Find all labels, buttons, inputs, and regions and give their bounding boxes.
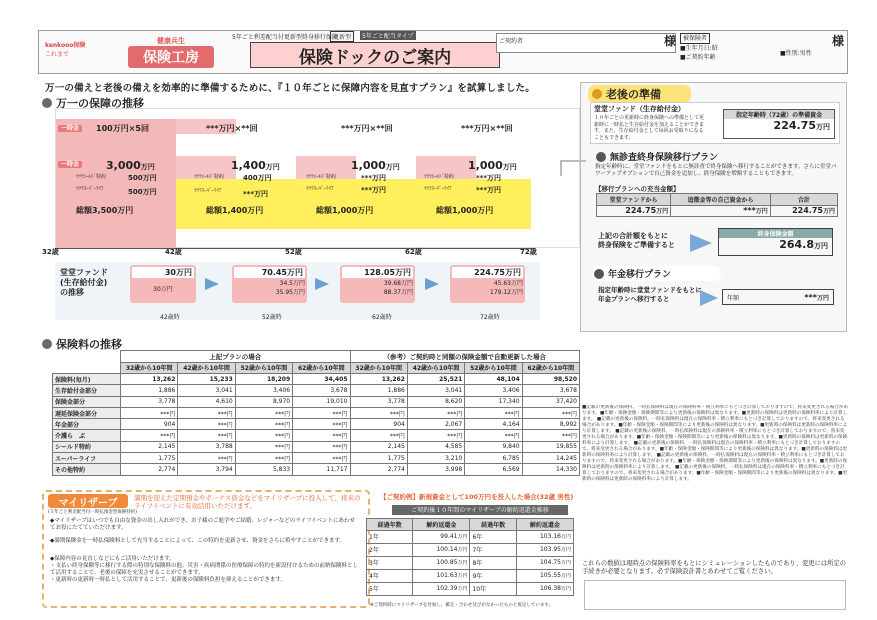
premium-cell: 3,794 bbox=[178, 464, 235, 475]
rider-label: ﾏﾂﾗｽｰﾊﾟｰﾗｲﾌ bbox=[76, 186, 104, 192]
premium-row-label: その他特約 bbox=[53, 464, 121, 475]
example-value: 103.16万円 bbox=[516, 530, 573, 543]
no-exam-desc: 指定年齢時に、堂堂ファンドをもとに無診査で終身保険へ移行することができます。さらに堂堂パワーアップオプションで自己資金を追加し、終身保険を増額することもできます。 bbox=[595, 164, 837, 177]
whole-caption: 上記の合計額をもとに 終身保険をご準備すると bbox=[598, 232, 675, 249]
premium-row-label: スーパーライフ bbox=[53, 453, 121, 464]
rider-value: 500万円 bbox=[128, 188, 157, 196]
example-year: 3年 bbox=[367, 556, 413, 569]
rider-label: ﾏﾂﾗｽｰﾊﾟｰﾗｲﾌ bbox=[306, 186, 334, 192]
cov-1: 3,000万円 bbox=[106, 159, 155, 172]
arrow-right-icon bbox=[315, 278, 329, 290]
rider-value: 500万円 bbox=[128, 174, 157, 182]
premium-cell: 14,245 bbox=[522, 453, 579, 464]
premium-cell: 904 bbox=[121, 419, 178, 430]
amount-a4: ***万円×**回 bbox=[461, 124, 513, 133]
premium-cell: 1,775 bbox=[121, 453, 178, 464]
premium-cell: ***円 bbox=[465, 430, 522, 441]
premium-row bbox=[53, 407, 580, 418]
premium-cell: 3,778 bbox=[350, 396, 407, 407]
premium-cell: ***円 bbox=[178, 453, 235, 464]
premium-row-label: シールド特約 bbox=[53, 441, 121, 452]
age-label: 42歳 bbox=[165, 248, 182, 256]
premium-cell: 13,262 bbox=[121, 374, 178, 385]
premium-cell: 19,855 bbox=[522, 441, 579, 452]
premium-cell: ***円 bbox=[465, 407, 522, 418]
premium-cell: 5,833 bbox=[235, 464, 292, 475]
premium-cell: 2,774 bbox=[121, 464, 178, 475]
premium-cell: 9,840 bbox=[465, 441, 522, 452]
age-label: 62歳 bbox=[405, 248, 422, 256]
premium-cell: ***円 bbox=[293, 430, 350, 441]
premium-cell: ***円 bbox=[235, 441, 292, 452]
premium-row bbox=[53, 453, 580, 464]
sama-1: 様 bbox=[664, 34, 677, 48]
whole-box: 終身保険金額 264.8万円 bbox=[718, 228, 833, 256]
premium-row-label: 保険金部分 bbox=[53, 396, 121, 407]
premium-cell: 2,145 bbox=[121, 441, 178, 452]
premium-cell: ***円 bbox=[407, 407, 464, 418]
premium-cell: 3,406 bbox=[235, 385, 292, 396]
total-2: 総額1,400万円 bbox=[206, 206, 264, 215]
rider-label: ﾏﾂﾗｽｰﾊﾟｰﾗｲﾌ bbox=[194, 188, 222, 194]
example-year: 8年 bbox=[470, 556, 516, 569]
rider-label: ﾏﾂﾗｽｰﾊﾟｰﾗｲﾌ bbox=[424, 186, 452, 192]
rider-label: ﾏﾂﾗｼｰﾙﾄﾞ特約 bbox=[424, 174, 455, 180]
premium-cell: ***円 bbox=[121, 407, 178, 418]
premium-row-label: 保険料(毎月) bbox=[53, 374, 121, 385]
amount-a3: ***万円×**回 bbox=[341, 124, 393, 133]
premium-row-label: 生存給付金部分 bbox=[53, 385, 121, 396]
premium-cell: 3,406 bbox=[465, 385, 522, 396]
premium-cell: 6,785 bbox=[465, 453, 522, 464]
section-left-title: 万一の保障の推移 bbox=[42, 95, 144, 111]
example-value: 106.38万円 bbox=[516, 582, 573, 595]
age-label: 32歳 bbox=[42, 248, 59, 256]
rider-label: ﾏﾂﾗｼｰﾙﾄﾞ特約 bbox=[76, 174, 107, 180]
example-row bbox=[367, 569, 574, 582]
rider-value: ***万円 bbox=[361, 186, 386, 194]
rider-label: ﾏﾂﾗｼｰﾙﾄﾞ特約 bbox=[306, 174, 337, 180]
premium-cell: 14,330 bbox=[522, 464, 579, 475]
memo-box bbox=[584, 580, 846, 610]
premium-row-label: 年金部分 bbox=[53, 419, 121, 430]
fund-age: 52歳時 bbox=[262, 314, 282, 321]
premium-cell: 37,420 bbox=[522, 396, 579, 407]
example-row bbox=[367, 582, 574, 595]
premium-cell: 3,678 bbox=[293, 385, 350, 396]
premium-cell: ***円 bbox=[350, 407, 407, 418]
premium-cell: ***円 bbox=[522, 430, 579, 441]
example-note: ※ご契約時にマイリザーブを付加し、確定・合わせ及びがなかったものと仮定しています。 bbox=[370, 603, 554, 608]
bullet-icon bbox=[42, 98, 52, 108]
example-row bbox=[367, 543, 574, 556]
premium-title: 保険料の推移 bbox=[42, 336, 122, 352]
premium-cell: 3,210 bbox=[407, 453, 464, 464]
example-year: 5年 bbox=[367, 582, 413, 595]
premium-cell: ***円 bbox=[235, 430, 292, 441]
example-value: 104.75万円 bbox=[516, 556, 573, 569]
premium-cell: 2,145 bbox=[350, 441, 407, 452]
premium-cell: ***円 bbox=[293, 453, 350, 464]
example-value: 102.39万円 bbox=[413, 582, 470, 595]
rider-value: 400万円 bbox=[243, 174, 272, 182]
premium-cell: 25,521 bbox=[407, 374, 464, 385]
example-row bbox=[367, 556, 574, 569]
bullet-icon bbox=[594, 269, 604, 279]
no-exam-sub: 【移行プランへの充当金額】 bbox=[595, 185, 680, 193]
bullet-icon bbox=[596, 152, 606, 162]
example-year: 4年 bbox=[367, 569, 413, 582]
rider-label: ﾏﾂﾗｼｰﾙﾄﾞ特約 bbox=[194, 174, 225, 180]
my-reserve-b3: ◆保障内容の見直しなどにもご活用いただけます。 ・支払い終身保険等に移行する際の特別な保険料の他、災害・疾病関係の医療保障の特約を新設付けるための前納保険料として活用することで、老後の保障を充実させることができます。 ・更新時の更新時一時払として活用することで、更新後の保険料負担を抑えることができます。 bbox=[50, 556, 359, 583]
premium-cell: ***円 bbox=[293, 407, 350, 418]
fund-box-2: 70.45万円 34.5万円 35.95万円 bbox=[232, 265, 307, 303]
premium-cell: 4,610 bbox=[178, 396, 235, 407]
premium-row bbox=[53, 464, 580, 475]
arrow-right-icon bbox=[205, 278, 219, 290]
premium-cell: 904 bbox=[350, 419, 407, 430]
example-table: 経過年数 解約返還金 経過年数 解約返還金 1年 99.41万円 6年 103.16万円 2年 100.14万円 7年 103.95万円 3年 100.85万円 8年 104.75万円 4年 101.63万円 9年 105.55万円 5年 102.39万円 10年 106.38万円 bbox=[366, 518, 574, 596]
sex-label: ■性別:男性 bbox=[780, 50, 812, 57]
chip-1: 一時金 bbox=[58, 123, 82, 132]
fine-print: ■記載の更新後の保険料、一時払保険料は現在の保険料率・積立利率にもとづき計算しておりますので、将来変更される場合があります。■年齢・保険金額・保険期間等により更新後の保険料は異なります。■更新時の保険料は更新時の保険料率により計算します。 ■記載の更新後の保険料、一時払保険料は現在の保険料率・積立利率にもとづき計算しておりますので、将来変更される場合があります。■年齢・保険金額・保険期間等により更新後の保険料は異なります。■更新時の保険料は更新時の保険料率により計算します。 ■記載の更新後の保険料、一時払保険料は現在の保険料率・積立利率にもとづき計算しておりますので、将来変更される場合があります。■年齢・保険金額・保険期間等により更新後の保険料は異なります。■更新時の保険料は更新時の保険料率により計算します。 ■記載の更新後の保険料、一時払保険料は現在の保険料率・積立利率にもとづき計算しておりますので、将来変更される場合があります。■年齢・保険金額・保険期間等により更新後の保険料は異なります。■更新時の保険料は更新時の保険料率により計算します。 ■記載の更新後の保険料、一時払保険料は現在の保険料率・積立利率にもとづき計算しておりますので、将来変更される場合があります。■年齢・保険金額・保険期間等により更新後の保険料は異なります。■更新時の保険料は更新時の保険料率により計算します。 ■記載の更新後の保険料、一時払保険料は現在の保険料率・積立利率にもとづき計算しておりますので、将来変更される場合があります。■年齢・保険金額・保険期間等により更新後の保険料は異なります。■更新時の保険料は更新時の保険料率により計算します。 bbox=[582, 405, 848, 482]
premium-row bbox=[53, 374, 580, 385]
premium-row-label: 遅延保険金部分 bbox=[53, 407, 121, 418]
arrow-right-icon bbox=[425, 278, 439, 290]
rider-value: ***万円 bbox=[476, 186, 501, 194]
example-title: 【ご契約例】新規資金として100万円を投入した場合(32歳 男性) bbox=[380, 493, 574, 501]
tag-renewal: 更新型 bbox=[330, 31, 354, 42]
premium-cell: 1,886 bbox=[350, 385, 407, 396]
premium-cell: ***円 bbox=[293, 419, 350, 430]
insured-info: 被保険者 ■生年月日:昭 ■ご契約年齢 bbox=[680, 35, 718, 61]
total-1: 総額3,500万円 bbox=[76, 206, 134, 215]
cov-2: 1,400万円 bbox=[231, 159, 280, 172]
premium-cell: 13,262 bbox=[350, 374, 407, 385]
premium-row bbox=[53, 430, 580, 441]
premium-cell: 3,041 bbox=[407, 385, 464, 396]
fund-card: 堂堂ファンド（生存給付金） １０年ごとの更新時に終身保険への準備として更新時に一時払と生存給付金を加えることができます。また、生存給付金として毎回お受取りになることもできます。 指定年齢時（72歳）の準備資金 224.75万円 bbox=[590, 102, 840, 144]
premium-cell: 8,620 bbox=[407, 396, 464, 407]
example-value: 105.55万円 bbox=[516, 569, 573, 582]
logo: 健康兵生 保険工房 bbox=[128, 36, 214, 70]
premium-cell: ***円 bbox=[235, 453, 292, 464]
premium-cell: 8,992 bbox=[522, 419, 579, 430]
premium-cell: ***円 bbox=[178, 430, 235, 441]
transfer-table: 堂堂ファンドから 追徴金等の自己資金から 合計 224.75万円 ***万円 224.75万円 bbox=[596, 193, 838, 217]
cov-3: 1,000万円 bbox=[351, 159, 400, 172]
premium-cell: ***円 bbox=[235, 419, 292, 430]
age-label: 52歳 bbox=[285, 248, 302, 256]
my-reserve-logo: マイリザーブ bbox=[48, 494, 128, 508]
fund-age: 42歳時 bbox=[160, 314, 180, 321]
premium-cell: 3,041 bbox=[178, 385, 235, 396]
premium-cell: 1,775 bbox=[350, 453, 407, 464]
premium-cell: ***円 bbox=[235, 407, 292, 418]
example-year: 2年 bbox=[367, 543, 413, 556]
premium-cell: 6,569 bbox=[465, 464, 522, 475]
target-box: 指定年齢時（72歳）の準備資金 224.75万円 bbox=[723, 109, 835, 139]
fund-age: 72歳時 bbox=[480, 314, 500, 321]
premium-cell: 1,886 bbox=[121, 385, 178, 396]
my-reserve-lead: 満期を迎えた定期預金やボーナス資金などをマイリザーブに投入して、将来のライフイベントに有効活用いただけます。 bbox=[134, 494, 361, 510]
total-4: 総額1,000万円 bbox=[436, 206, 494, 215]
example-value: 101.63万円 bbox=[413, 569, 470, 582]
band-pink-1 bbox=[56, 119, 176, 249]
chip-2: 一時金 bbox=[58, 159, 82, 168]
premium-cell: 17,340 bbox=[465, 396, 522, 407]
premium-cell: 48,104 bbox=[465, 374, 522, 385]
page-title: 保険ドックのご案内 bbox=[250, 42, 500, 68]
example-year: 1年 bbox=[367, 530, 413, 543]
premium-cell: 2,067 bbox=[407, 419, 464, 430]
section-pension: 年金移行プラン bbox=[592, 266, 721, 281]
my-reserve-b1: ◆マイリザーブはいつでも自由な資金の出し入れができ、お子様のご進学やご結婚、レジャーなどのライフイベントにあわせてお役にたてていただけます。 bbox=[50, 518, 355, 531]
premium-cell: ***円 bbox=[121, 430, 178, 441]
premium-cell: 3,998 bbox=[407, 464, 464, 475]
premium-cell: 2,774 bbox=[350, 464, 407, 475]
premium-cell: 15,233 bbox=[178, 374, 235, 385]
premium-cell: 3,788 bbox=[178, 441, 235, 452]
premium-cell: ***円 bbox=[407, 430, 464, 441]
premium-table: 上記プランの場合 （参考）ご契約時と同額の保険金額で自動更新した場合 32歳から10年間 42歳から10年間 52歳から10年間 62歳から10年間 32歳から10年間 42歳から10年間 52歳から10年間 62歳から10年間 保険料(毎月) 13,262 15,233 18,209 34,405 13,262 25,521 48,104 98,520 生存給付金部分 1,886 3,041 3,406 3,678 1,886 3,041 3,406 3,678 保険金部分 3,778 4,610 8,970 19,010 3,778 8,620 17,340 37,420 遅延保険金部分 ***円 ***円 ***円 ***円 ***円 ***円 ***円 ***円 年金部分 904 ***円 ***円 ***円 904 2,067 4,164 8,992 介護ら ぶ ***円 ***円 ***円 ***円 ***円 ***円 ***円 ***円 シールド特約 2,145 3,788 ***円 ***円 2,145 4,585 9,840 19,855 スーパーライフ 1,775 ***円 ***円 ***円 1,775 3,210 6,785 14,245 その他特約 2,774 3,794 5,833 11,717 2,774 3,998 6,569 14,330 bbox=[52, 350, 580, 476]
example-value: 100.85万円 bbox=[413, 556, 470, 569]
coverage-chart bbox=[55, 108, 580, 248]
premium-cell: ***円 bbox=[350, 430, 407, 441]
premium-cell: 3,778 bbox=[121, 396, 178, 407]
premium-cell: 11,717 bbox=[293, 464, 350, 475]
bullet-icon bbox=[592, 89, 602, 99]
premium-cell: ***円 bbox=[522, 407, 579, 418]
premium-cell: 4,164 bbox=[465, 419, 522, 430]
premium-row bbox=[53, 396, 580, 407]
fund-label: 堂堂ファンド (生存給付金) の推移 bbox=[60, 268, 108, 297]
premium-cell: ***円 bbox=[293, 441, 350, 452]
rider-value: ***万円 bbox=[243, 190, 268, 198]
premium-row bbox=[53, 419, 580, 430]
fund-box-4: 224.75万円 45.63万円 179.12万円 bbox=[450, 265, 525, 303]
connector-line bbox=[560, 160, 586, 176]
premium-cell: ***円 bbox=[178, 407, 235, 418]
fund-age: 62歳時 bbox=[372, 314, 392, 321]
closing-note: これらの数値は現時点の保険料率をもとにシミュレーションしたものであり、変更には所定の手続きが必要となります。必ず保険設計書とあわせてご覧ください。 bbox=[582, 560, 847, 575]
premium-cell: 3,678 bbox=[522, 385, 579, 396]
premium-cell: 8,970 bbox=[235, 396, 292, 407]
logo-small: kenkooo保険 これまで bbox=[45, 42, 86, 58]
pension-box: 年額 ***万円 bbox=[722, 289, 834, 305]
premium-cell: 19,010 bbox=[293, 396, 350, 407]
example-row bbox=[367, 530, 574, 543]
tag-dividend: 5年ごと配当タイプ bbox=[362, 33, 414, 40]
premium-cell: 34,405 bbox=[293, 374, 350, 385]
arrow-right-icon bbox=[690, 234, 712, 252]
rider-value: ***万円 bbox=[476, 174, 501, 182]
example-year: 6年 bbox=[470, 530, 516, 543]
example-value: 103.95万円 bbox=[516, 543, 573, 556]
rider-value: ***万円 bbox=[361, 174, 386, 182]
premium-row-label: 介護ら ぶ bbox=[53, 430, 121, 441]
premium-row bbox=[53, 441, 580, 452]
section-no-exam: 無診査終身保険移行プラン bbox=[596, 150, 718, 163]
my-reserve-sub: (５年ごと利差配当付一時払預金型保険特約) bbox=[48, 510, 138, 515]
amount-a1: 100万円×5回 bbox=[96, 124, 149, 133]
premium-cell: ***円 bbox=[178, 419, 235, 430]
example-value: 100.14万円 bbox=[413, 543, 470, 556]
age-label: 72歳 bbox=[520, 248, 537, 256]
doc-type: 5年ごと利差配当付更新型終身移行保険 bbox=[232, 34, 338, 41]
premium-row bbox=[53, 385, 580, 396]
arrow-right-icon bbox=[700, 290, 718, 306]
fund-box-1: 30万円 30万円 bbox=[130, 265, 196, 303]
example-year: 10年 bbox=[470, 582, 516, 595]
premium-cell: 4,585 bbox=[407, 441, 464, 452]
fund-box-3: 128.05万円 39.68万円 88.37万円 bbox=[340, 265, 415, 303]
sama-2: 様 bbox=[832, 34, 845, 48]
example-sub: ご契約後１０年間のマイリザーブの解約返還金推移 bbox=[392, 505, 568, 515]
premium-cell: 98,520 bbox=[522, 374, 579, 385]
total-3: 総額1,000万円 bbox=[316, 206, 374, 215]
intro-text: 万一の備えと老後の備えを効率的に準備するために、『１０年ごとに保障内容を見直すプラン』を試算しました。 bbox=[45, 83, 535, 94]
cov-4: 1,000万円 bbox=[468, 159, 517, 172]
right-title: 老後の準備 bbox=[588, 85, 691, 103]
example-year: 7年 bbox=[470, 543, 516, 556]
premium-cell: 18,209 bbox=[235, 374, 292, 385]
contractor-field: ご契約者 bbox=[496, 33, 676, 53]
bullet-icon bbox=[42, 339, 52, 349]
pension-desc: 指定年齢時に堂堂ファンドをもとに 年金プランへ移行すると bbox=[598, 286, 702, 303]
example-year: 9年 bbox=[470, 569, 516, 582]
my-reserve-b2: ◆満期保険金を一時払保険料として充当することによって、この特約を更新させ、資金をさらに殖やすことができます。 bbox=[50, 538, 346, 544]
example-value: 99.41万円 bbox=[413, 530, 470, 543]
amount-a2: ***万円×**回 bbox=[206, 124, 258, 133]
